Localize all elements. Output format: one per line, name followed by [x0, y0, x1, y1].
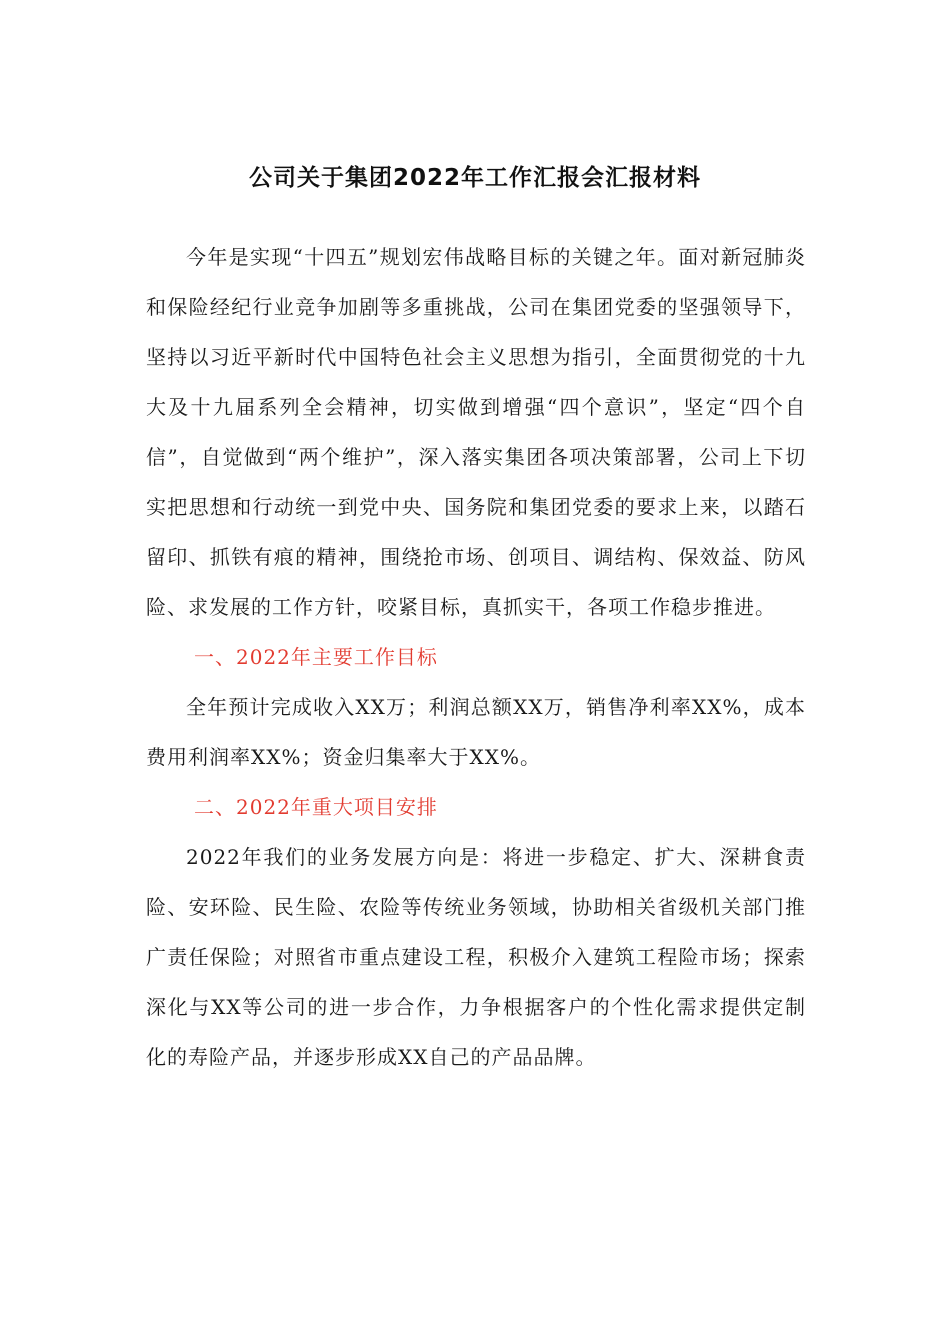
section-paragraph-projects: 2022年我们的业务发展方向是：将进一步稳定、扩大、深耕食责险、安环险、民生险、农险等传统业务领域，协助相关省级机关部门推广责任保险；对照省市重点建设工程，积极介入建筑工程险市场；探索深化与XX等公司的进一步合作，力争根据客户的个性化需求提供定制化的寿险产品，并逐步形成XX自己的产品品牌。: [146, 845, 806, 1069]
document-title: 公司关于集团2022年工作汇报会汇报材料: [248, 165, 701, 191]
section-paragraph-goals: 全年预计完成收入XX万；利润总额XX万，销售净利率XX%，成本费用利润率XX%；资金归集率大于XX%。: [146, 695, 806, 769]
intro-paragraph: 今年是实现“十四五”规划宏伟战略目标的关键之年。面对新冠肺炎和保险经纪行业竞争加剧等多重挑战，公司在集团党委的坚强领导下，坚持以习近平新时代中国特色社会主义思想为指引，全面贯彻党的十九大及十九届系列全会精神，切实做到增强“四个意识”，坚定“四个自信”，自觉做到“两个维护”，深入落实集团各项决策部署，公司上下切实把思想和行动统一到党中央、国务院和集团党委的要求上来，以踏石留印、抓铁有痕的精神，围绕抢市场、创项目、调结构、保效益、防风险、求发展的工作方针，咬紧目标，真抓实干，各项工作稳步推进。: [146, 245, 806, 619]
section-heading-projects: 二、2022年重大项目安排: [194, 795, 438, 819]
section-heading-goals: 一、2022年主要工作目标: [194, 645, 438, 669]
document-body: [146, 232, 806, 1082]
